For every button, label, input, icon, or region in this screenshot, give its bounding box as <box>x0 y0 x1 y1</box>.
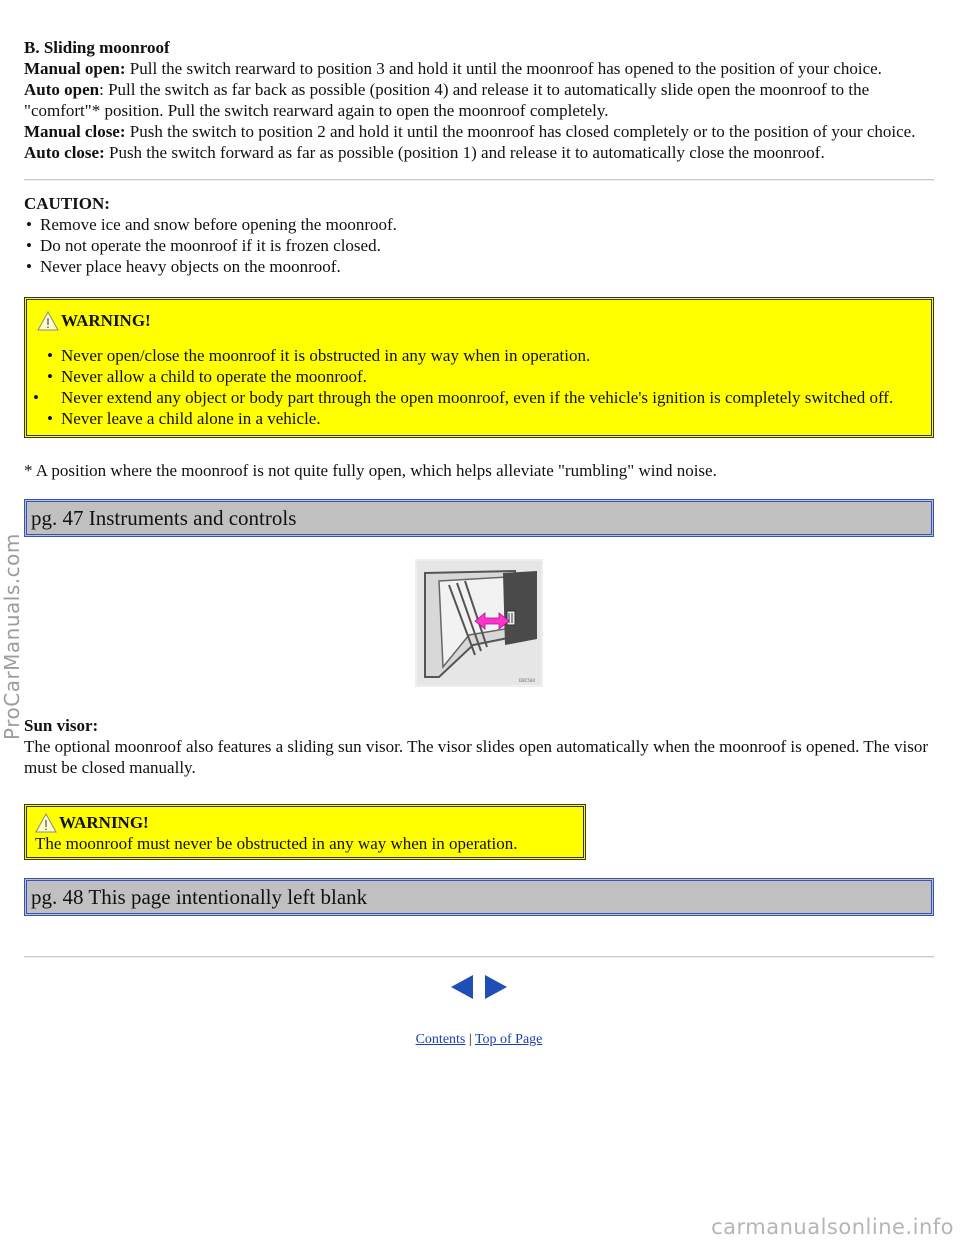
footer-links <box>24 1029 934 1050</box>
paragraph-label: Auto open <box>24 80 100 99</box>
warning-heading <box>35 812 579 833</box>
manual-page <box>24 40 934 1050</box>
divider <box>24 179 934 181</box>
page-48-header: pg. 48 This page intentionally left blank <box>24 878 934 916</box>
warning-title: WARNING! <box>59 813 149 832</box>
arrow-left-icon[interactable] <box>449 974 475 1000</box>
warning-list <box>37 345 921 429</box>
warning-heading <box>37 310 921 331</box>
caution-list <box>24 214 934 277</box>
side-watermark: ProCarManuals.com <box>0 533 24 740</box>
paragraph-label: Manual close: <box>24 122 126 141</box>
warning-text: The moonroof must never be obstructed in any way when in operation. <box>35 834 518 853</box>
warning-item: • Never leave a child alone in a vehicle. <box>61 408 921 429</box>
paragraph-label: Auto close: <box>24 143 105 162</box>
sun-visor-text: The optional moonroof also features a sliding sun visor. The visor slides open automatically when the moonroof is opened. The visor must be closed manually. <box>24 737 928 777</box>
manual-open-paragraph <box>24 58 934 79</box>
warning-item: • Never allow a child to operate the moonroof. <box>61 366 921 387</box>
sun-visor-illustration <box>415 559 543 687</box>
link-separator: | <box>468 1032 472 1047</box>
paragraph-text: Pull the switch rearward to position 3 and hold it until the moonroof has opened to the position of your choice. <box>125 59 882 78</box>
figure-container <box>24 559 934 687</box>
sliding-moonroof-section <box>24 37 934 163</box>
caution-heading: CAUTION: <box>24 194 110 213</box>
contents-link[interactable]: Contents <box>415 1032 466 1047</box>
warning-item <box>47 387 921 408</box>
warning-item: • Never open/close the moonroof it is obstructed in any way when in operation. <box>61 345 921 366</box>
warning-triangle-icon <box>37 311 59 331</box>
paragraph-label: Manual open: <box>24 59 126 78</box>
paragraph-text: : Pull the switch as far back as possible (position 4) and release it to automatically slide open the moonroof to the "comfort"* position. Pull the switch rearward again to open the moonroof completely. <box>24 80 870 120</box>
section-heading: B. Sliding moonroof <box>24 38 170 57</box>
caution-section <box>24 193 934 277</box>
arrow-right-icon[interactable] <box>483 974 509 1000</box>
paragraph-text: Push the switch forward as far as possible (position 1) and release it to automatically close the moonroof. <box>104 143 825 162</box>
warning-triangle-icon <box>35 813 57 833</box>
paragraph-text: Push the switch to position 2 and hold it until the moonroof has closed completely or to the position of your choice. <box>125 122 916 141</box>
caution-item: • Remove ice and snow before opening the moonroof. <box>40 214 934 235</box>
manual-close-paragraph <box>24 121 934 142</box>
caution-item: • Do not operate the moonroof if it is frozen closed. <box>40 235 934 256</box>
bottom-watermark: carmanualsonline.info <box>711 1215 954 1239</box>
warning-box-small <box>24 804 586 860</box>
page-47-header: pg. 47 Instruments and controls <box>24 499 934 537</box>
auto-close-paragraph <box>24 142 934 163</box>
divider <box>24 956 934 958</box>
warning-item-text: Never extend any object or body part through the open moonroof, even if the vehicle's ignition is completely switched off. <box>61 388 894 407</box>
caution-item: • Never place heavy objects on the moonroof. <box>40 256 934 277</box>
page-navigation <box>24 974 934 1005</box>
warning-title: WARNING! <box>61 311 151 330</box>
auto-open-paragraph <box>24 79 934 121</box>
figure-code: D8C584 <box>519 678 536 683</box>
footnote: * A position where the moonroof is not quite fully open, which helps alleviate "rumbling" wind noise. <box>24 461 717 480</box>
top-of-page-link[interactable]: Top of Page <box>474 1032 543 1047</box>
sun-visor-section <box>24 715 934 778</box>
warning-box <box>24 297 934 438</box>
sun-visor-heading: Sun visor: <box>24 716 99 735</box>
